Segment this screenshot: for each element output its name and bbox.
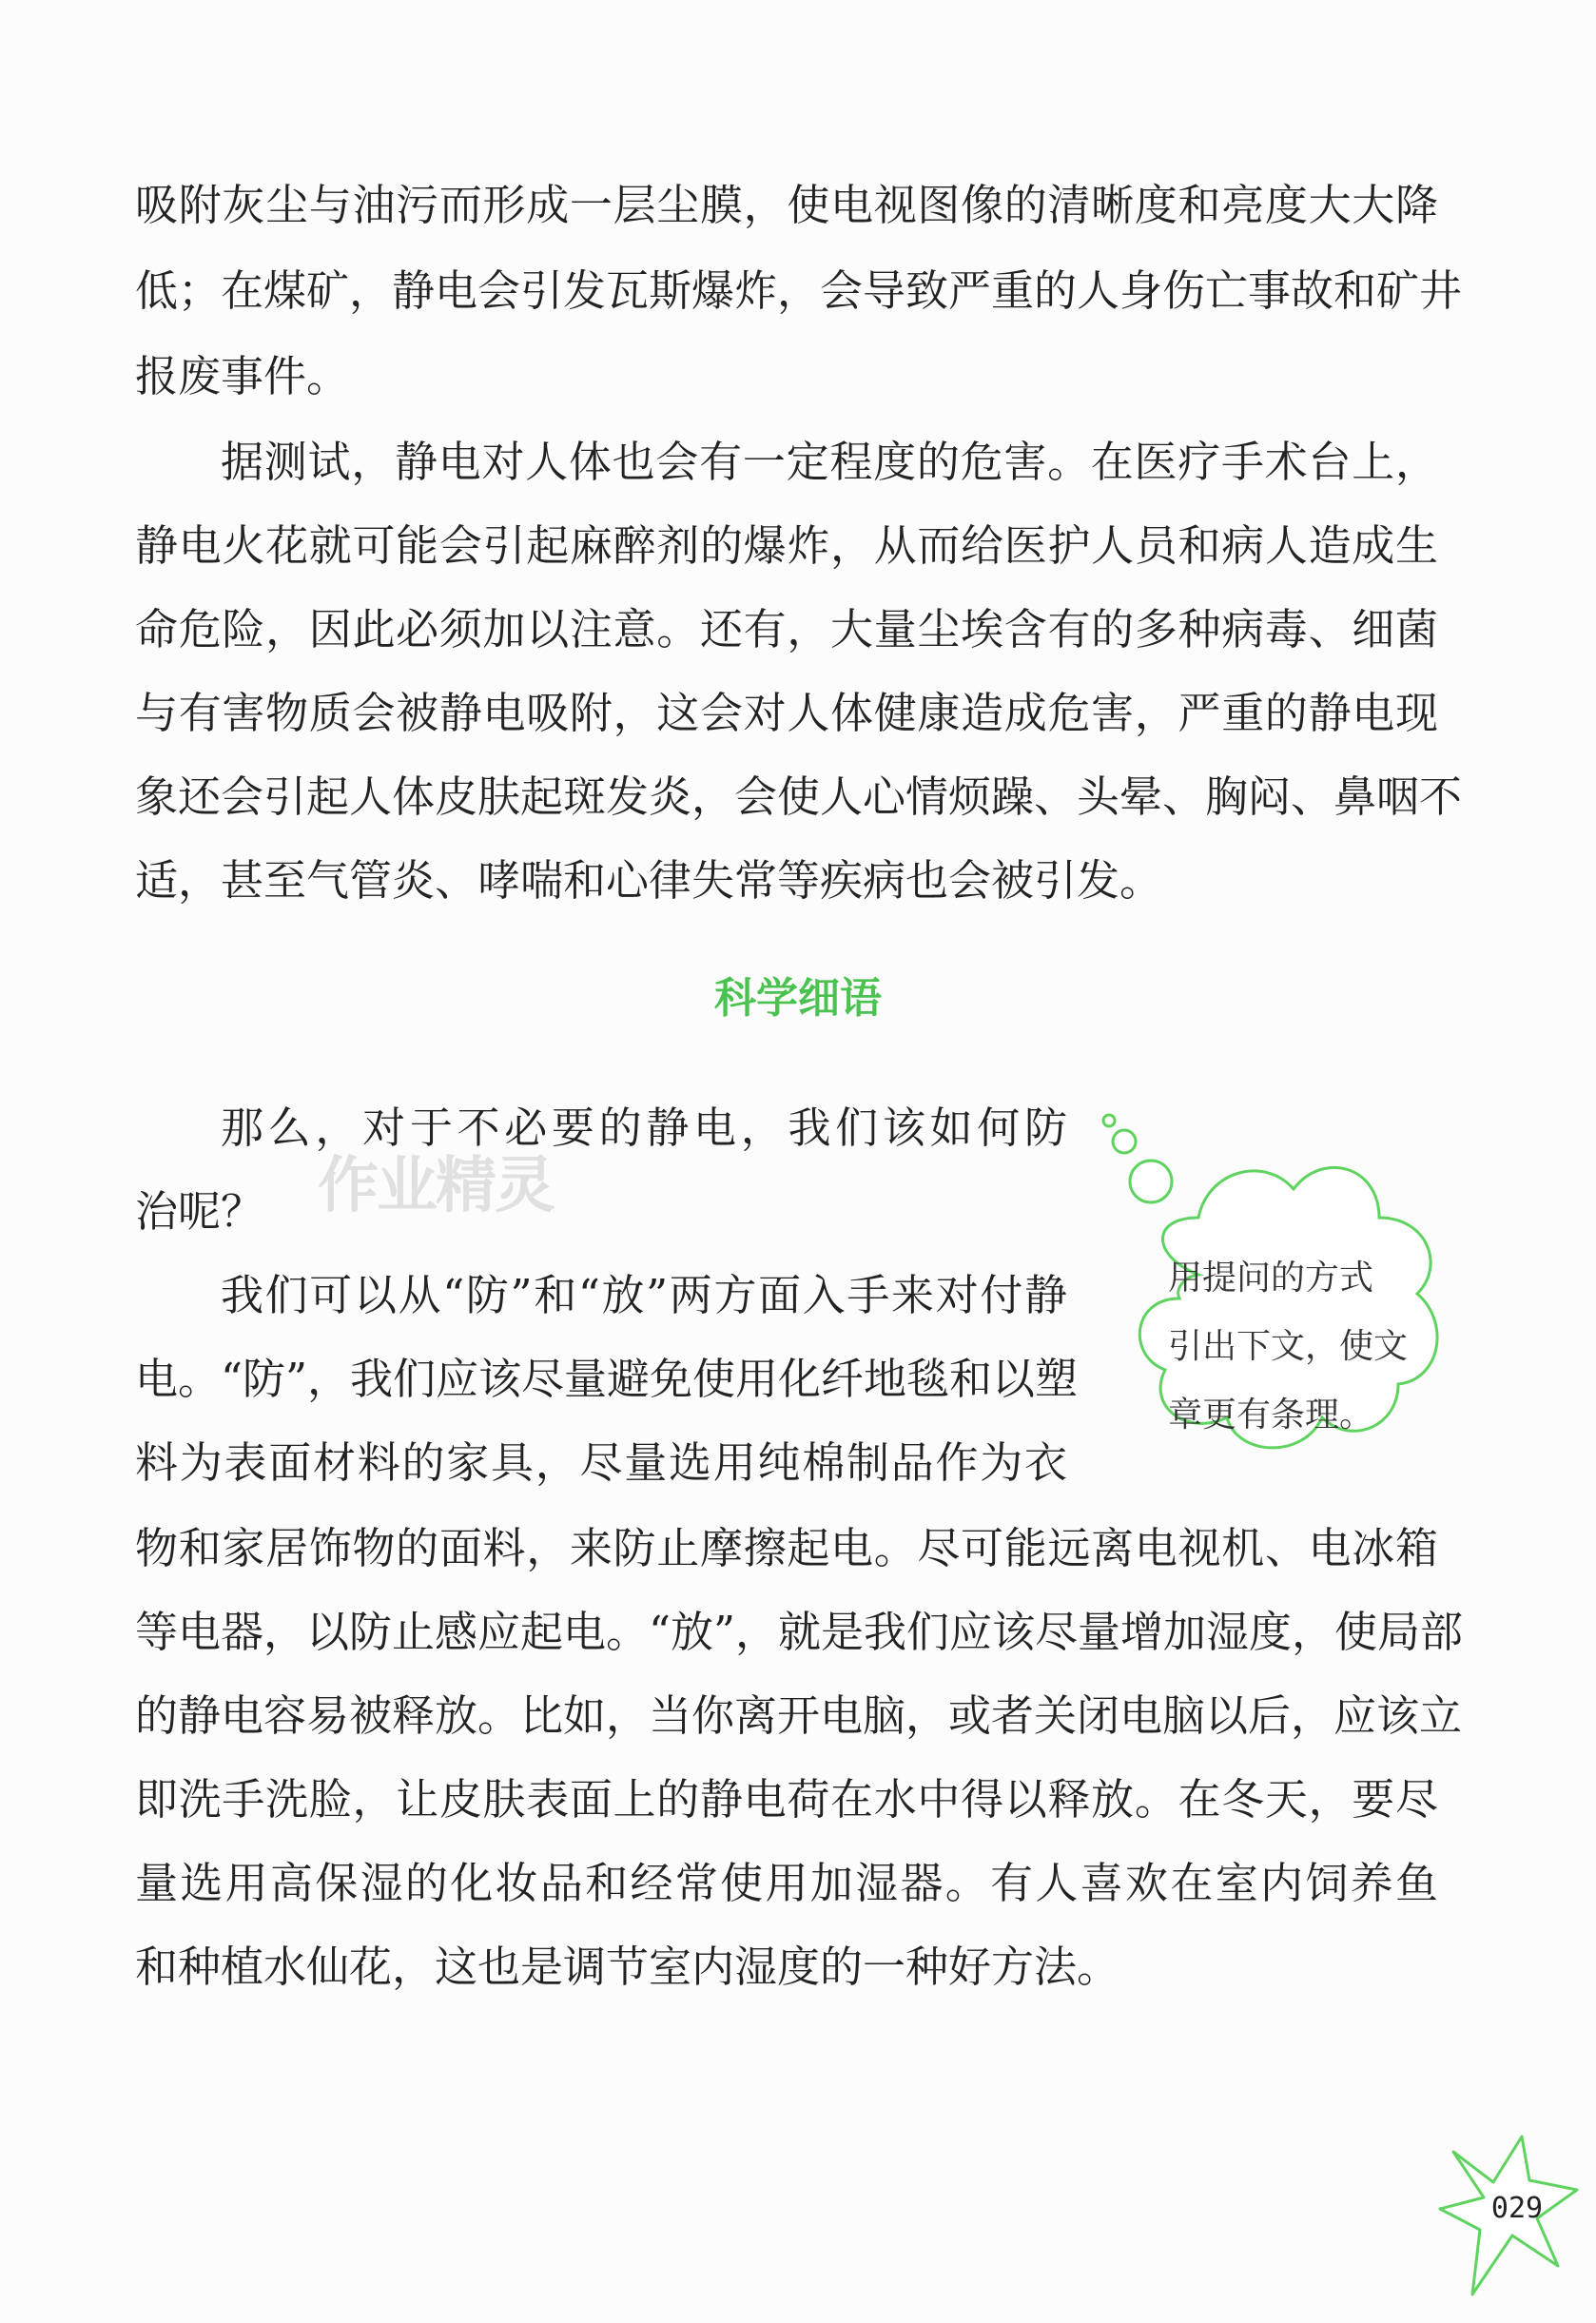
p4-line-5: 等电器，以防止感应起电。“放”，就是我们应该尽量增加湿度，使局部 [135, 1607, 1464, 1657]
p4-line-4: 物和家居饰物的面料，来防止摩擦起电。尽可能远离电视机、电冰箱 [135, 1523, 1438, 1573]
p3-line-2: 治呢？ [135, 1186, 264, 1237]
p1-line-2: 低；在煤矿，静电会引发瓦斯爆炸，会导致严重的人身伤亡事故和矿井 [135, 265, 1463, 316]
annotation-line-2: 引出下文，使文 [1168, 1327, 1409, 1366]
p2-line-5: 象还会引起人体皮肤起斑发炎，会使人心情烦躁、头晕、胸闷、鼻咽不 [135, 771, 1463, 822]
annotation-text [1168, 1244, 1425, 1450]
annotation-line-3: 章更有条理。 [1168, 1396, 1374, 1435]
p3-line-1: 那么，对于不必要的静电，我们该如何防 [221, 1103, 1067, 1153]
p1-line-3: 报废事件。 [135, 351, 350, 401]
p1-line-1: 吸附灰尘与油污而形成一层尘膜，使电视图像的清晰度和亮度大大降 [135, 180, 1438, 230]
p4-line-8: 量选用高保湿的化妆品和经常使用加湿器。有人喜欢在室内饲养鱼 [135, 1858, 1438, 1908]
p2-line-2: 静电火花就可能会引起麻醉剂的爆炸，从而给医护人员和病人造成生 [135, 520, 1438, 571]
watermark: 作业精灵 [318, 1151, 554, 1221]
p4-line-2: 电。“防”，我们应该尽量避免使用化纤地毯和以塑 [135, 1354, 1079, 1404]
p4-line-6: 的静电容易被释放。比如，当你离开电脑，或者关闭电脑以后，应该立 [135, 1690, 1463, 1741]
annotation-line-1: 用提问的方式 [1168, 1259, 1374, 1298]
section-title: 科学细语 [714, 974, 882, 1023]
p4-line-3: 料为表面材料的家具，尽量选用纯棉制品作为衣 [135, 1437, 1067, 1488]
p4-line-9: 和种植水仙花，这也是调节室内湿度的一种好方法。 [135, 1942, 1120, 1992]
p2-line-4: 与有害物质会被静电吸附，这会对人体健康造成危害，严重的静电现 [135, 688, 1438, 738]
p4-line-1: 我们可以从“防”和“放”两方面入手来对付静 [221, 1270, 1067, 1320]
p2-line-6: 适，甚至气管炎、哮喘和心律失常等疾病也会被引发。 [135, 855, 1163, 906]
p4-line-7: 即洗手洗脸，让皮肤表面上的静电荷在水中得以释放。在冬天，要尽 [135, 1774, 1438, 1825]
page-number: 029 [1490, 2192, 1544, 2225]
p2-line-1: 据测试，静电对人体也会有一定程度的危害。在医疗手术台上， [221, 437, 1438, 487]
p2-line-3: 命危险，因此必须加以注意。还有，大量尘埃含有的多种病毒、细菌 [135, 604, 1438, 654]
